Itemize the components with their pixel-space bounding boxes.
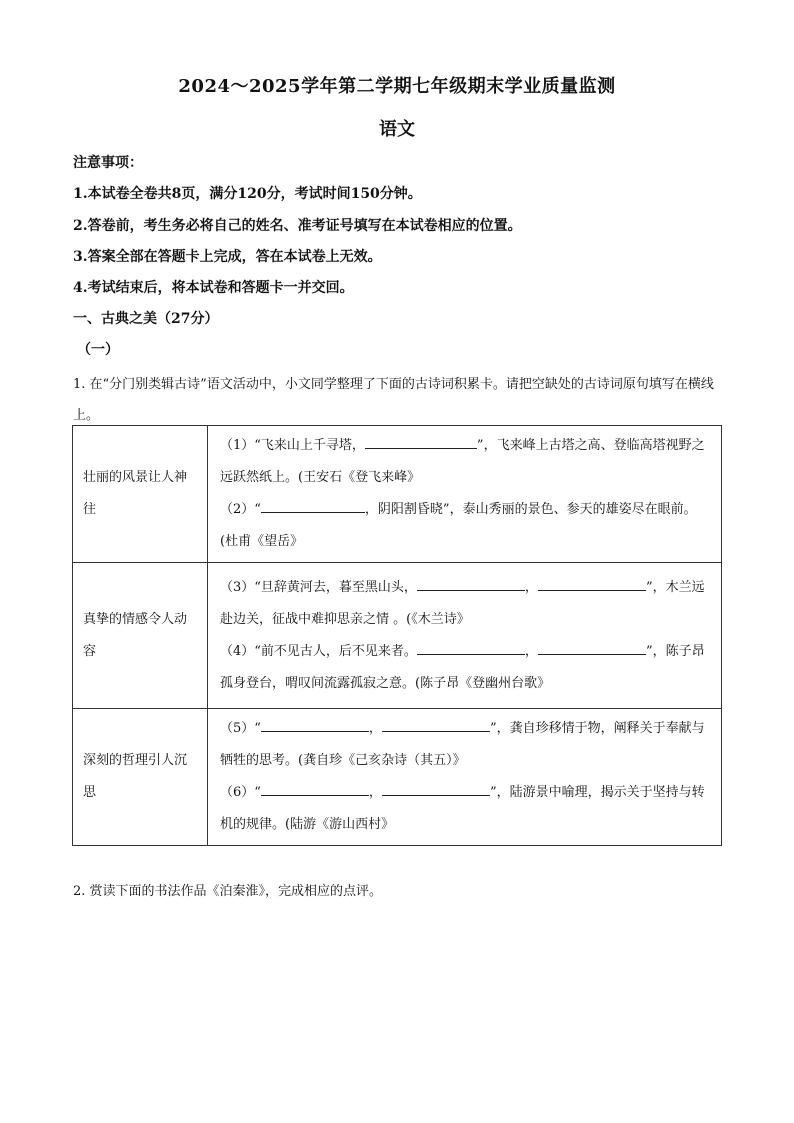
item-2: （2）“ ，阴阳割昏晓”，泰山秀丽的景色、参天的雄姿尽在眼前。(杜甫《望岳》 [220,494,709,558]
answer-blank[interactable] [261,779,369,796]
answer-blank[interactable] [538,574,646,591]
note-item-2: 2.答卷前，考生务必将自己的姓名、准考证号填写在本试卷相应的位置。 [73,218,522,234]
note-item-1: 1.本试卷全卷共8页，满分120分，考试时间150分钟。 [73,186,422,202]
item-4: （4）“前不见古人，后不见来者。 ， ”，陈子昂孤身登台，喟叹间流露孤寂之意。(陈子昂《登幽州台歌》 [220,636,709,700]
section-heading: 一、古典之美（27分） [73,311,219,327]
note-item-4: 4.考试结束后，将本试卷和答题卡一并交回。 [73,280,354,296]
subject-title: 语文 [379,119,415,140]
item-1: （1）“飞来山上千寻塔， ”，飞来峰上古塔之高、登临高塔视野之远跃然纸上。(王安石《登飞来峰》 [220,430,709,494]
content-cell [208,426,722,563]
question-2-stem: 2. 赏读下面的书法作品《泊秦淮》，完成相应的点评。 [73,884,383,899]
answer-blank[interactable] [261,715,369,732]
subsection-heading: （一） [77,342,119,358]
notes-heading: 注意事项： [73,155,143,171]
question-1-stem: 1. 在“分门别类辑古诗”语文活动中，小文同学整理了下面的古诗词积累卡。请把空缺处的古诗词原句填写在横线上。 [73,377,714,423]
answer-blank[interactable] [417,574,525,591]
content-cell [208,563,722,709]
note-item-3: 3.答案全部在答题卡上完成，答在本试卷上无效。 [73,249,382,265]
item-3: （3）“旦辞黄河去，暮至黑山头， ， ”，木兰远赴边关，征战中难抑思亲之情 。(《木兰诗》 [220,572,709,636]
category-cell: 真挚的情感令人动容 [73,563,208,709]
category-cell: 壮丽的风景让人神往 [73,426,208,563]
poetry-card-table [72,425,722,846]
answer-blank[interactable] [365,432,477,449]
answer-blank[interactable] [261,496,365,513]
answer-blank[interactable] [382,779,490,796]
table-row [73,426,722,563]
answer-blank[interactable] [417,638,525,655]
content-cell [208,709,722,846]
table-row [73,709,722,846]
item-5: （5）“ ， ”，龚自珍移情于物，阐释关于奉献与牺牲的思考。(龚自珍《己亥杂诗（其五）》 [220,713,709,777]
exam-title: 2024～2025学年第二学期七年级期末学业质量监测 [178,76,616,97]
category-cell: 深刻的哲理引人沉思 [73,709,208,846]
table-row [73,563,722,709]
item-6: （6）“ ， ”，陆游景中喻理，揭示关于坚持与转机的规律。(陆游《游山西村》 [220,777,709,841]
answer-blank[interactable] [538,638,646,655]
answer-blank[interactable] [382,715,490,732]
